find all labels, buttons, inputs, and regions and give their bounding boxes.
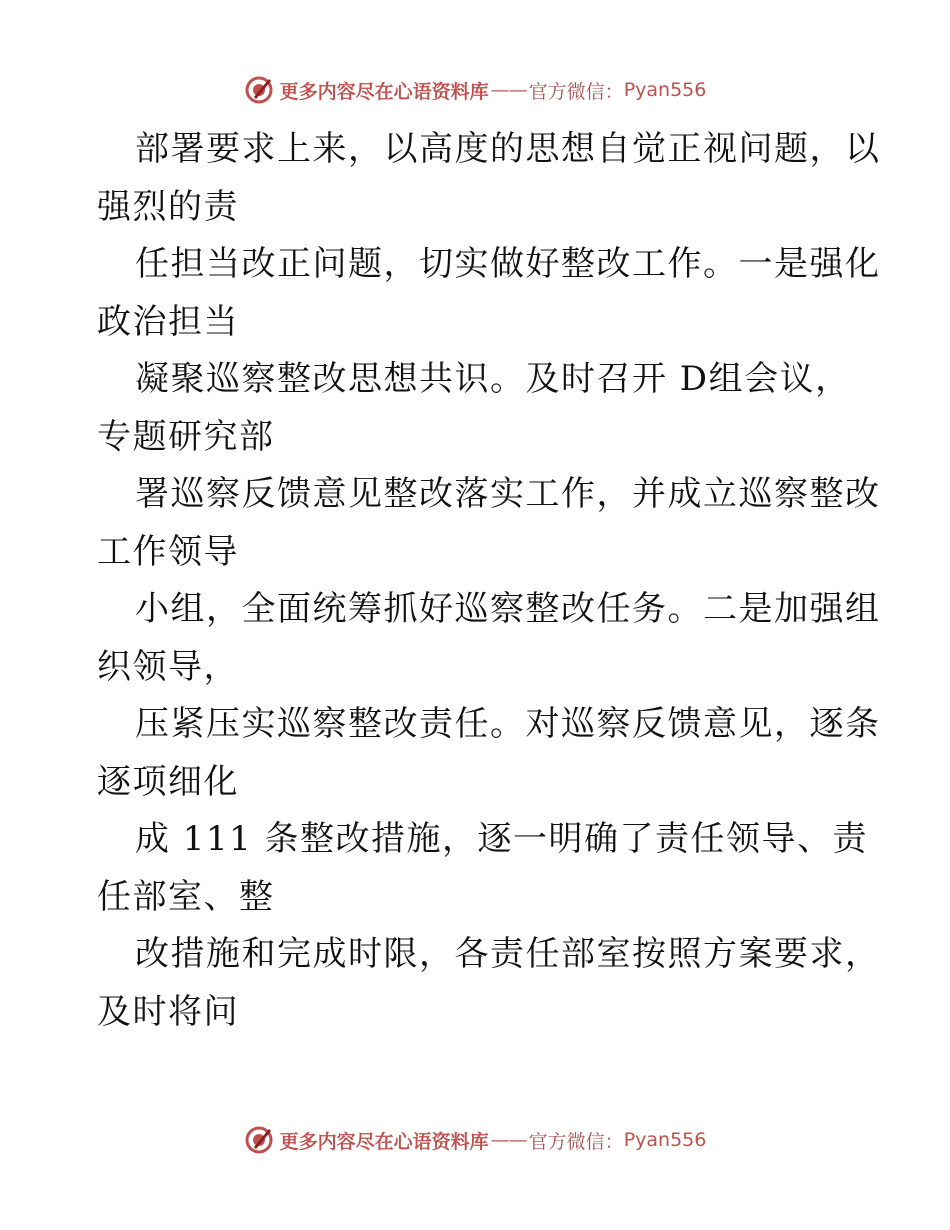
paragraph-line-1: 成 111 条整改措施，逐一明确了责任领导、责: [135, 819, 869, 859]
document-body: [97, 121, 881, 1041]
paragraph-line-2: 织领导，: [97, 646, 239, 687]
paragraph-line-1: 署巡察反馈意见整改落实工作，并成立巡察整改: [135, 474, 881, 514]
watermark-official-label: 官方微信：: [528, 1130, 624, 1153]
paragraph-line-1: 任担当改正问题，切实做好整改工作。一是强化: [135, 244, 881, 284]
watermark-dash: ——: [490, 79, 527, 101]
paragraph: [97, 236, 881, 351]
paragraph-line-1: 压紧压实巡察整改责任。对巡察反馈意见，逐条: [135, 704, 881, 744]
watermark-brand: 更多内容尽在心语资料库: [279, 80, 489, 103]
paragraph: [97, 926, 881, 1041]
paragraph: [97, 121, 881, 236]
paragraph-line-2: 专题研究部: [97, 416, 275, 457]
paragraph-line-2: 政治担当: [97, 301, 239, 342]
paragraph-line-1: 小组，全面统筹抓好巡察整改任务。二是加强组: [135, 589, 881, 629]
paragraph-line-2: 逐项细化: [97, 761, 239, 802]
quill-seal-icon: [244, 1125, 274, 1155]
watermark-wechat-id: Pyan556: [623, 1129, 707, 1151]
paragraph-line-2: 工作领导: [97, 531, 239, 572]
paragraph: [97, 581, 881, 696]
paragraph: [97, 811, 869, 926]
watermark-wechat-id: Pyan556: [623, 79, 707, 101]
paragraph-line-2: 强烈的责: [97, 186, 239, 227]
paragraph: [97, 351, 857, 466]
paragraph-line-1: 改措施和完成时限，各责任部室按照方案要求，: [135, 934, 881, 974]
footer-watermark: [0, 1120, 950, 1160]
paragraph: [97, 696, 881, 811]
paragraph-line-2: 任部室、整: [97, 876, 275, 917]
paragraph-line-2: 及时将问: [97, 991, 239, 1032]
watermark-official-label: 官方微信：: [528, 80, 624, 103]
paragraph-line-1: 凝聚巡察整改思想共识。及时召开 D组会议，: [135, 359, 851, 399]
quill-seal-icon: [244, 75, 274, 105]
paragraph-line-1: 部署要求上来，以高度的思想自觉正视问题，以: [135, 129, 881, 169]
paragraph: [97, 466, 881, 581]
header-watermark: [0, 70, 950, 110]
watermark-dash: ——: [490, 1129, 527, 1151]
watermark-brand: 更多内容尽在心语资料库: [279, 1130, 489, 1153]
